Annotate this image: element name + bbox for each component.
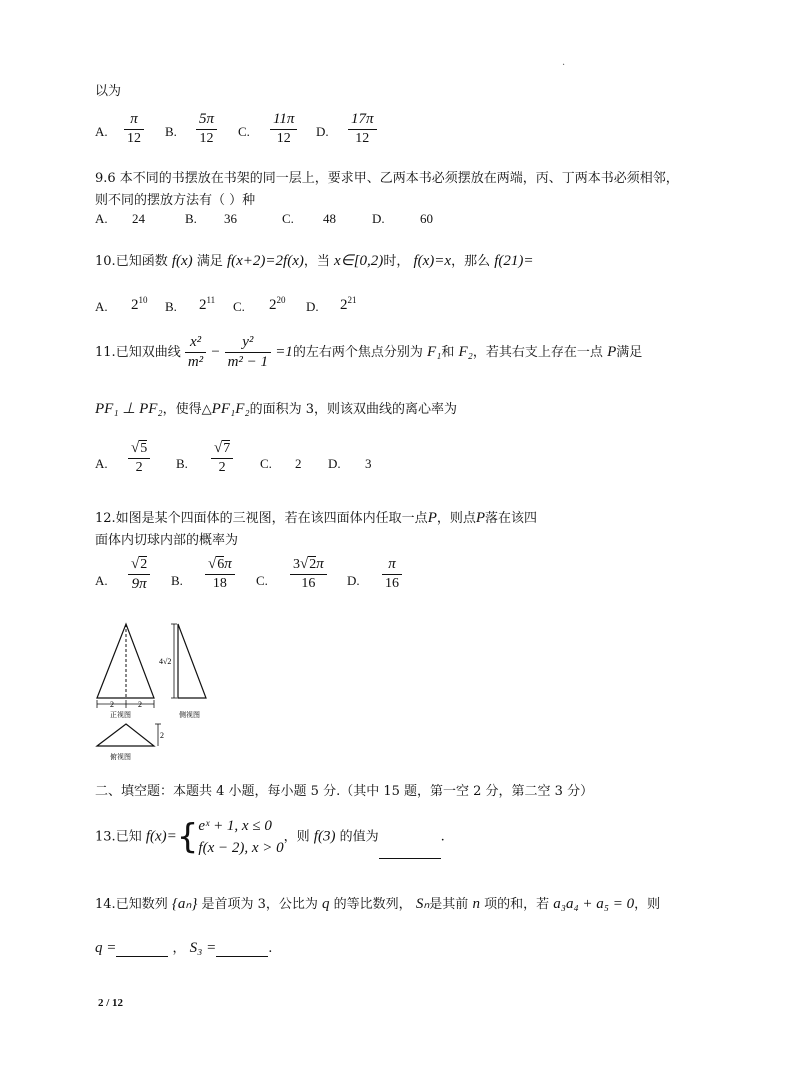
- q12-c-coef: 3: [293, 557, 300, 572]
- q12-text-b: ，则点: [436, 511, 476, 526]
- q10-b-label: B.: [165, 299, 177, 314]
- q14-sequence: {aₙ}: [171, 896, 198, 912]
- q11-P: P: [607, 344, 617, 360]
- q11-c-value: 2: [295, 456, 302, 471]
- q12-b-label: B.: [171, 573, 183, 588]
- q14-q: q: [322, 896, 330, 912]
- q13-stem: [95, 815, 445, 859]
- q11-frac1-den: m²: [187, 354, 204, 370]
- q12-b-rad: 6: [217, 557, 225, 572]
- q11-text4: 满足: [616, 345, 643, 360]
- q9-d-value: 60: [420, 211, 433, 226]
- front-dim-left: 2: [110, 700, 114, 709]
- q8-option-d-label: D.: [316, 124, 329, 139]
- q9-b-value: 36: [224, 211, 237, 226]
- q13-cases: [198, 815, 283, 859]
- q11-stem-line2: [95, 398, 457, 418]
- q11-minus: −: [210, 344, 221, 360]
- q12-a-rad: 2: [140, 557, 148, 572]
- q13-brace: {: [176, 817, 199, 857]
- q12-option-c: $\frac{3√2\pi}{16}$: [290, 556, 327, 592]
- q8-option-d: [348, 111, 377, 147]
- q8-option-c-label: C.: [238, 124, 250, 139]
- q10-text3: ，当: [303, 254, 330, 269]
- q14-S3-blank[interactable]: [216, 942, 268, 957]
- page-number: 2 / 12: [98, 997, 124, 1009]
- q11-b-den: 2: [218, 460, 226, 475]
- q10-functional-eq: f(x+2)=2f(x): [226, 253, 304, 269]
- q12-option-d: [382, 556, 402, 592]
- q11-b-label: B.: [176, 456, 188, 471]
- q8-option-a-label: A.: [95, 124, 108, 139]
- q14-text3: 的等比数列，: [333, 897, 412, 912]
- q14-end: .: [268, 941, 273, 956]
- q13-case2: f(x − 2), x > 0: [198, 840, 284, 856]
- q12-c-label: C.: [256, 573, 268, 588]
- q12-c-rad: 2: [309, 557, 317, 572]
- q14-n: n: [472, 896, 480, 912]
- q11-frac2-num: y²: [225, 334, 271, 353]
- q8-option-b-label: B.: [165, 124, 177, 139]
- q12-a-den: 9π: [131, 576, 147, 592]
- q13-answer-blank[interactable]: [379, 844, 441, 859]
- q10-d-value: [340, 295, 357, 314]
- front-dim-right: 2: [138, 700, 142, 709]
- q9-a-value: 24: [132, 211, 145, 226]
- q9-line2: 则不同的摆放方法有（ ）种: [95, 193, 256, 208]
- q8-option-b: [196, 111, 217, 147]
- q13-text2: ，则: [283, 829, 310, 845]
- q8-b-den: 12: [199, 131, 214, 146]
- q8-c-den: 12: [276, 131, 291, 146]
- q12-d-label: D.: [347, 573, 360, 588]
- q10-fx: f(x): [171, 253, 193, 269]
- q8-d-num: 17π: [348, 111, 377, 130]
- q14-condition: a₃a₄ + a₅ = 0: [553, 896, 635, 912]
- q12-text-a: 12.如图是某个四面体的三视图，若在该四面体内任取一点: [95, 511, 428, 526]
- q10-b-exp: 11: [206, 295, 216, 305]
- q8-c-num: 11π: [270, 111, 297, 130]
- q11-option-b: $\frac{√7}{2}$: [211, 440, 233, 476]
- q10-text2: 满足: [196, 254, 223, 269]
- q14-text6: ，则: [634, 897, 661, 912]
- q8-option-c: [270, 111, 297, 147]
- q11-c-label: C.: [260, 456, 272, 471]
- q12-c-pi: π: [316, 556, 324, 572]
- q13-end: .: [440, 829, 445, 845]
- q10-a-base: 2: [131, 297, 139, 313]
- q14-text5: 项的和，若: [484, 897, 550, 912]
- q8-continuation: 以为: [95, 84, 122, 99]
- section2-title: 二、填空题：本题共 4 小题，每小题 5 分.（其中 15 题，第一空 2 分，第二空 3 分）: [95, 784, 594, 799]
- top-view-triangle: [97, 724, 154, 746]
- q9-c-label: C.: [282, 211, 294, 226]
- side-view-triangle: [178, 624, 206, 698]
- side-view-label: 侧视图: [179, 711, 200, 719]
- side-dim-height: 4√2: [159, 657, 172, 666]
- q11-a-rad: 5: [140, 441, 148, 456]
- q13-case1: eˣ + 1, x ≤ 0: [198, 818, 272, 834]
- q11-b-rad: 7: [223, 441, 231, 456]
- q10-text5: ，那么: [451, 254, 491, 269]
- q14-Sn: Sₙ: [415, 896, 430, 912]
- top-view-label: 俯视图: [110, 753, 131, 761]
- q10-a-exp: 10: [138, 295, 148, 305]
- q10-a-value: [131, 295, 148, 314]
- q10-b-value: [199, 295, 215, 314]
- q8-a-den: 12: [127, 131, 141, 146]
- q11-number: 11.: [95, 345, 116, 360]
- q10-b-base: 2: [199, 297, 207, 313]
- top-dim: 2: [160, 731, 164, 740]
- q11-a-label: A.: [95, 456, 108, 471]
- q11-frac2-den: m² − 1: [227, 354, 269, 370]
- q11-perpendicular: PF₁ ⊥ PF₂: [95, 401, 163, 417]
- q10-stem: [95, 250, 534, 270]
- q10-d-exp: 21: [347, 295, 357, 305]
- q11-line2-text1: ，使得△: [162, 402, 212, 417]
- q12-P2: P: [475, 510, 486, 526]
- q11-option-a: $\frac{√5}{2}$: [128, 440, 150, 476]
- q10-d-base: 2: [340, 297, 348, 313]
- q9-d-label: D.: [372, 211, 385, 226]
- q10-text1: 已知函数: [115, 254, 168, 269]
- q10-c-exp: 20: [276, 295, 286, 305]
- q10-text4: 时，: [383, 254, 410, 269]
- q11-d-value: 3: [365, 456, 372, 471]
- q11-F2: F₂: [458, 344, 473, 360]
- q10-a-label: A.: [95, 299, 108, 314]
- q12-d-den: 16: [385, 576, 399, 591]
- q14-S3-eq: S₃ =: [189, 940, 217, 956]
- q11-text3: ，若其右支上存在一点: [472, 345, 603, 360]
- q12-d-pi: π: [382, 556, 402, 575]
- q11-text1: 已知双曲线: [115, 345, 181, 360]
- q8-d-den: 12: [355, 131, 370, 146]
- q11-triangle: PF₁F₂: [211, 401, 250, 417]
- q11-d-label: D.: [328, 456, 341, 471]
- q10-c-value: [269, 295, 286, 314]
- q10-c-label: C.: [233, 299, 245, 314]
- q11-frac1-num: x²: [185, 334, 206, 353]
- q14-stem-line2: [95, 937, 272, 957]
- q12-option-b: $\frac{√6\pi}{18}$: [205, 556, 235, 592]
- three-view-figure: [88, 618, 228, 768]
- q9-c-value: 48: [323, 211, 336, 226]
- q10-c-base: 2: [269, 297, 277, 313]
- q14-number: 14.: [95, 897, 116, 912]
- q14-separator: ，: [172, 941, 186, 956]
- q13-text3: 的值为: [339, 829, 379, 845]
- q12-b-den: 18: [212, 576, 227, 591]
- q13-f3: f(3): [313, 828, 336, 845]
- q13-fx-def: f(x)=: [145, 828, 177, 845]
- q14-text1: 已知数列: [115, 897, 168, 912]
- q11-stem-line1: [95, 334, 642, 371]
- q9-b-label: B.: [185, 211, 197, 226]
- q11-line2-text2: 的面积为 3，则该双曲线的离心率为: [249, 402, 457, 417]
- q11-F1: F₁: [426, 344, 442, 360]
- q9-line1: 9.6 本不同的书摆放在书架的同一层上，要求甲、乙两本书必须摆放在两端，丙、丁两本书必须相邻，: [95, 171, 679, 186]
- q13-text1: 已知: [115, 829, 142, 845]
- q11-a-den: 2: [135, 460, 143, 475]
- q10-number: 10.: [95, 254, 116, 269]
- q12-P1: P: [427, 510, 437, 526]
- q8-a-num: π: [124, 111, 144, 130]
- q11-and: 和: [441, 345, 455, 360]
- q11-text2: 的左右两个焦点分别为: [292, 345, 423, 360]
- q12-a-label: A.: [95, 573, 108, 588]
- front-view-label: 正视图: [110, 711, 131, 719]
- three-view-drawing: [88, 618, 228, 768]
- header-dot: ·: [562, 60, 566, 71]
- q12-text-c: 落在该四: [485, 511, 538, 526]
- q12-line1: [95, 507, 537, 527]
- q14-text4: 是其前: [429, 897, 469, 912]
- q14-stem-line1: [95, 893, 660, 913]
- q10-f21: f(21)=: [494, 253, 534, 269]
- q11-eq-one: =1: [275, 344, 293, 360]
- q10-fx-eq-x: f(x)=x: [413, 253, 452, 269]
- q12-option-a: $\frac{√2}{9\pi}$: [128, 556, 150, 593]
- q8-b-num: 5π: [196, 111, 217, 130]
- q12-line2: 面体内切球内部的概率为: [95, 533, 239, 548]
- q12-c-den: 16: [301, 576, 316, 591]
- q10-d-label: D.: [306, 299, 319, 314]
- q10-domain: x∈[0,2): [334, 253, 384, 269]
- q9-a-label: A.: [95, 211, 108, 226]
- q12-b-pi: π: [224, 556, 232, 572]
- q13-number: 13.: [95, 829, 116, 845]
- q14-text2: 是首项为 3，公比为: [201, 897, 318, 912]
- q14-q-blank[interactable]: [116, 942, 168, 957]
- q14-q-eq: q =: [95, 940, 117, 956]
- q8-option-a: [124, 111, 144, 147]
